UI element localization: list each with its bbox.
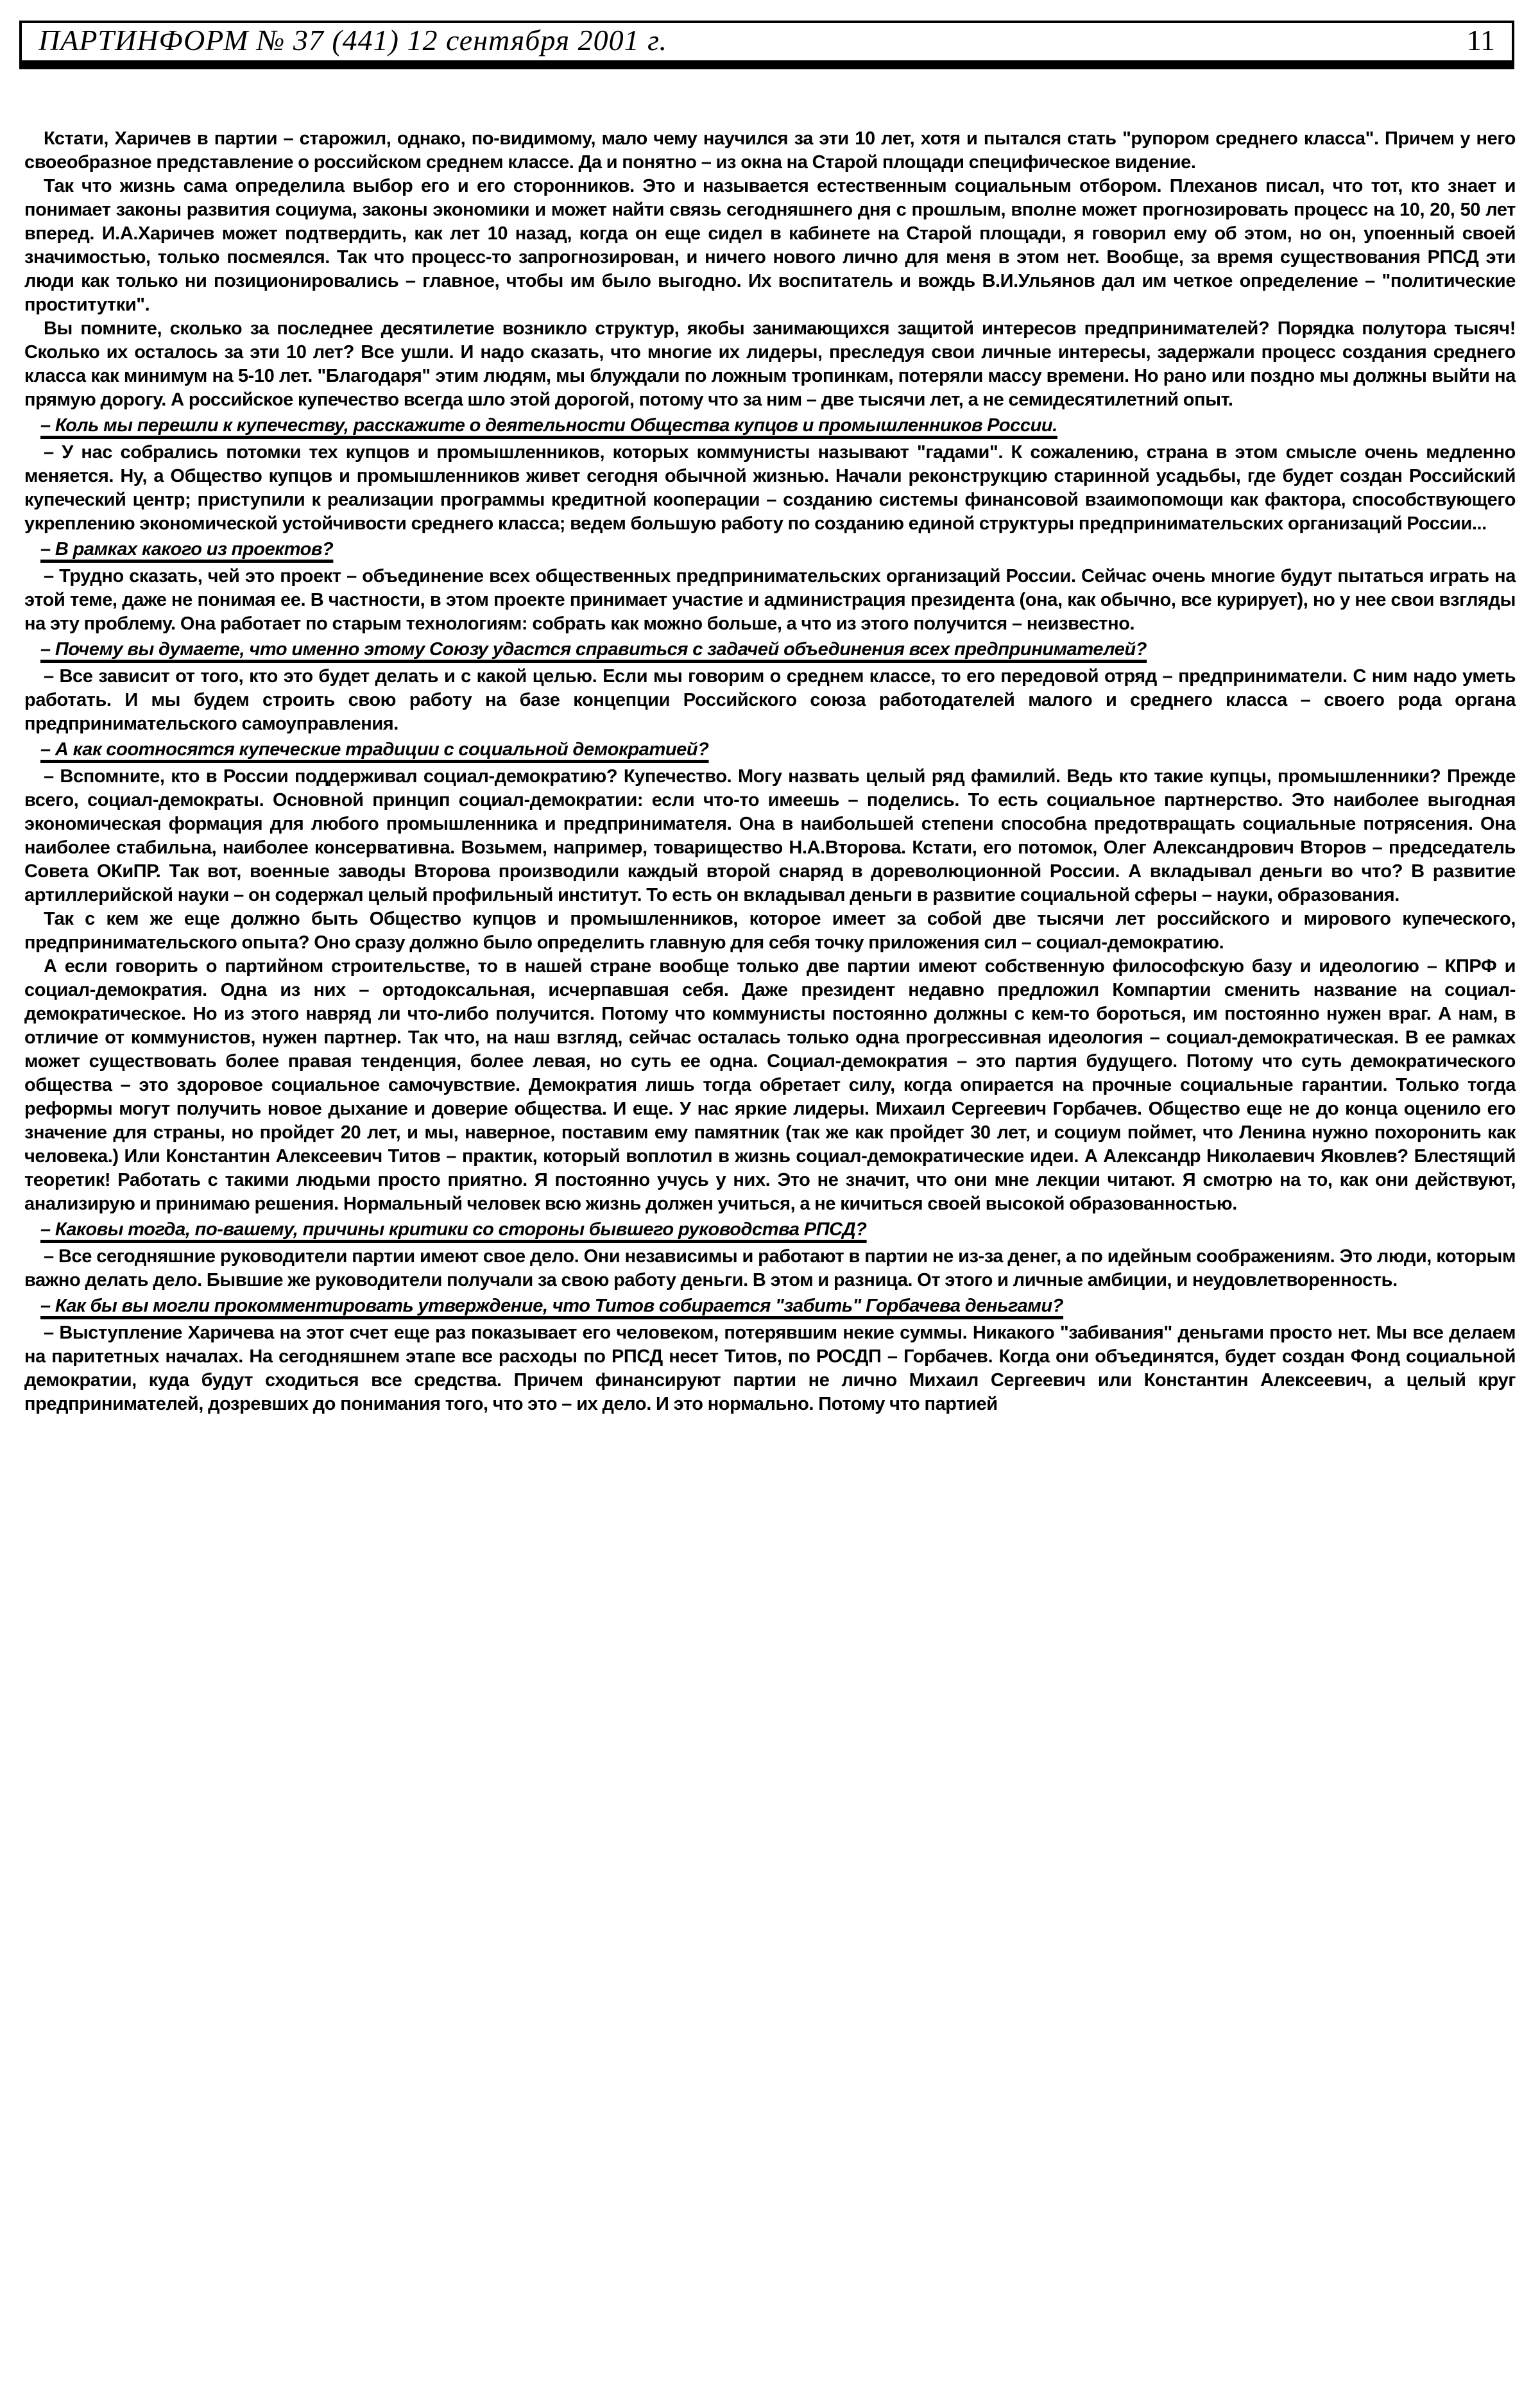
interview-question: – Как бы вы могли прокомментировать утверждение, что Титов собирается "забить" Горбачева деньгами? (40, 1296, 1064, 1316)
interview-question: – А как соотносятся купеческие традиции с социальной демократией? (40, 739, 709, 760)
paragraph: Так с кем же еще должно быть Общество купцов и промышленников, которое имеет за собой две тысячи лет российского и мирового купеческого, предпринимательского опыта? Оно сразу должно было определить главную для себя точку приложения сил – социал-демократию. (24, 909, 1516, 953)
page-number: 11 (1466, 23, 1495, 56)
paragraph: – Все сегодняшние руководители партии имеют свое дело. Они независимы и работают в партии не из-за денег, а по идейным соображениям. Это люди, которым важно делать дело. Бывшие же руководители получали за свою работу деньги. В этом и разница. От этого и личные амбиции, и неудовлетворенность. (24, 1246, 1516, 1290)
interview-question: – Коль мы перешли к купечеству, расскажите о деятельности Общества купцов и промышленников России. (40, 415, 1057, 436)
article-body (24, 127, 1516, 1416)
interview-question: – Каковы тогда, по-вашему, причины критики со стороны бывшего руководства РПСД? (40, 1219, 867, 1240)
interview-question: – В рамках какого из проектов? (40, 539, 334, 560)
paragraph: – У нас собрались потомки тех купцов и промышленников, которых коммунисты называют "гадами". К сожалению, страна в этом смысле очень медленно меняется. Ну, а Общество купцов и промышленников живет сегодня обычной жизнью. Начали реконструкцию старинной усадьбы, где будет создан Российский купеческий центр; приступили к реализации программы кредитной кооперации – созданию системы финансовой взаимопомощи как фактора, способствующего укреплению экономической устойчивости среднего класса; ведем большую работу по созданию единой структуры предпринимательских организаций России... (24, 442, 1516, 534)
page-header (19, 21, 1514, 69)
interview-question: – Почему вы думаете, что именно этому Союзу удастся справиться с задачей объединения всех предпринимателей? (40, 639, 1147, 660)
paragraph: – Трудно сказать, чей это проект – объединение всех общественных предпринимательских организаций России. Сейчас очень многие будут пытаться играть на этой теме, даже не понимая ее. В частности, в этом проекте принимает участие и администрация президента (она, как обычно, все курирует), но у нее свои взгляды на эту проблему. Она работает по старым технологиям: собрать как можно больше, а что из этого получится – неизвестно. (24, 566, 1516, 634)
paragraph: Вы помните, сколько за последнее десятилетие возникло структур, якобы занимающихся защитой интересов предпринимателей? Порядка полутора тысяч! Сколько их осталось за эти 10 лет? Все ушли. И надо сказать, что многие их лидеры, преследуя свои личные интересы, задержали процесс создания среднего класса как минимум на 5-10 лет. "Благодаря" этим людям, мы блуждали по ложным тропинкам, потеряли массу времени. Но рано или поздно мы должны выйти на прямую дорогу. А российское купечество всегда шло этой дорогой, потому что за ним – две тысячи лет, а не семидесятилетний опыт. (24, 318, 1516, 410)
paragraph: Так что жизнь сама определила выбор его и его сторонников. Это и называется естественным социальным отбором. Плеханов писал, что тот, кто знает и понимает законы развития социума, законы экономики и может найти связь сегодняшнего дня с прошлым, вполне может прогнозировать процесс на 10, 20, 50 лет вперед. И.А.Харичев может подтвердить, как лет 10 назад, когда он еще сидел в кабинете на Старой площади, я говорил ему об этом, но он, упоенный своей значимостью, только посмеялся. Так что процесс-то запрогнозирован, и ничего нового лично для меня в этом нет. Вообще, за время существования РПСД эти люди как только ни позиционировались – главное, чтобы им было выгодно. Их воспитатель и вождь В.И.Ульянов дал им четкое определение – "политические проститутки". (24, 176, 1516, 315)
masthead-title: ПАРТИНФОРМ № 37 (441) 12 сентября 2001 г. (38, 23, 667, 56)
paragraph: – Вспомните, кто в России поддерживал социал-демократию? Купечество. Могу назвать целый ряд фамилий. Ведь кто такие купцы, промышленники? Прежде всего, социал-демократы. Основной принцип социал-демократии: если что-то имеешь – поделись. То есть социальное партнерство. Это наиболее выгодная экономическая формация для любого промышленника и предпринимателя. Она в наибольшей степени способна предотвращать социальные потрясения. Она наиболее стабильна, наиболее консервативна. Возьмем, например, товарищество Н.А.Второва. Кстати, его потомок, Олег Александрович Второв – председатель Совета ОКиПР. Так вот, военные заводы Второва производили каждый второй снаряд в дореволюционной России. А вкладывал деньги во что? В развитие артиллерийской науки – он содержал целый профильный институт. То есть он вкладывал деньги в развитие социальной сферы – науки, образования. (24, 766, 1516, 905)
paragraph: – Выступление Харичева на этот счет еще раз показывает его человеком, потерявшим некие суммы. Никакого "забивания" деньгами просто нет. Мы все делаем на паритетных началах. На сегодняшнем этапе все расходы по РПСД несет Титов, по РОСДП – Горбачев. Когда они объединятся, будет создан Фонд социальной демократии, куда будут сходиться все средства. Причем финансируют партии не лично Михаил Сергеевич или Константин Алексеевич, а целый круг предпринимателей, дозревших до понимания того, что это – их дело. И это нормально. Потому что партией (24, 1323, 1516, 1414)
paragraph: – Все зависит от того, кто это будет делать и с какой целью. Если мы говорим о среднем классе, то его передовой отряд – предприниматели. С ним надо уметь работать. И мы будем строить свою работу на базе концепции Российского союза работодателей малого и среднего класса – своего рода органа предпринимательского самоуправления. (24, 666, 1516, 734)
paragraph: А если говорить о партийном строительстве, то в нашей стране вообще только две партии имеют собственную философскую базу и идеологию – КПРФ и социал-демократия. Одна из них – ортодоксальная, исчерпавшая себя. Даже президент недавно предложил Компартии сменить название на социал-демократическое. Но из этого навряд ли что-либо получится. Потому что коммунисты постоянно должны с кем-то бороться, им постоянно нужен враг. А нам, в отличие от коммунистов, нужен партнер. Так что, на наш взгляд, сейчас осталась только одна прогрессивная идеология – социал-демократическая. В ее рамках может существовать более правая тенденция, более левая, но суть ее одна. Социал-демократия – это партия будущего. Потому что суть демократического общества – это здоровое социальное самочувствие. Демократия лишь тогда обретает силу, когда опирается на прочные социальные гарантии. Только тогда реформы могут получить новое дыхание и доверие общества. И еще. У нас яркие лидеры. Михаил Сергеевич Горбачев. Общество еще не до конца оценило его значение для страны, но пройдет 20 лет, и мы, наверное, поставим ему памятник (так же как пройдет 30 лет, и социум поймет, что Ленина нужно похоронить как человека.) Или Константин Алексеевич Титов – практик, который воплотил в жизнь социал-демократические идеи. А Александр Николаевич Яковлев? Блестящий теоретик! Работать с такими людьми просто приятно. Я постоянно учусь у них. Это не значит, что они мне лекции читают. Я смотрю на то, как они действуют, анализирую и принимаю решения. Нормальный человек всю жизнь должен учиться, а не кичиться своей высокой образованностью. (24, 956, 1516, 1214)
paragraph: Кстати, Харичев в партии – старожил, однако, по-видимому, мало чему научился за эти 10 лет, хотя и пытался стать "рупором среднего класса". Причем у него своеобразное представление о российском среднем классе. Да и понятно – из окна на Старой площади специфическое видение. (24, 128, 1516, 173)
